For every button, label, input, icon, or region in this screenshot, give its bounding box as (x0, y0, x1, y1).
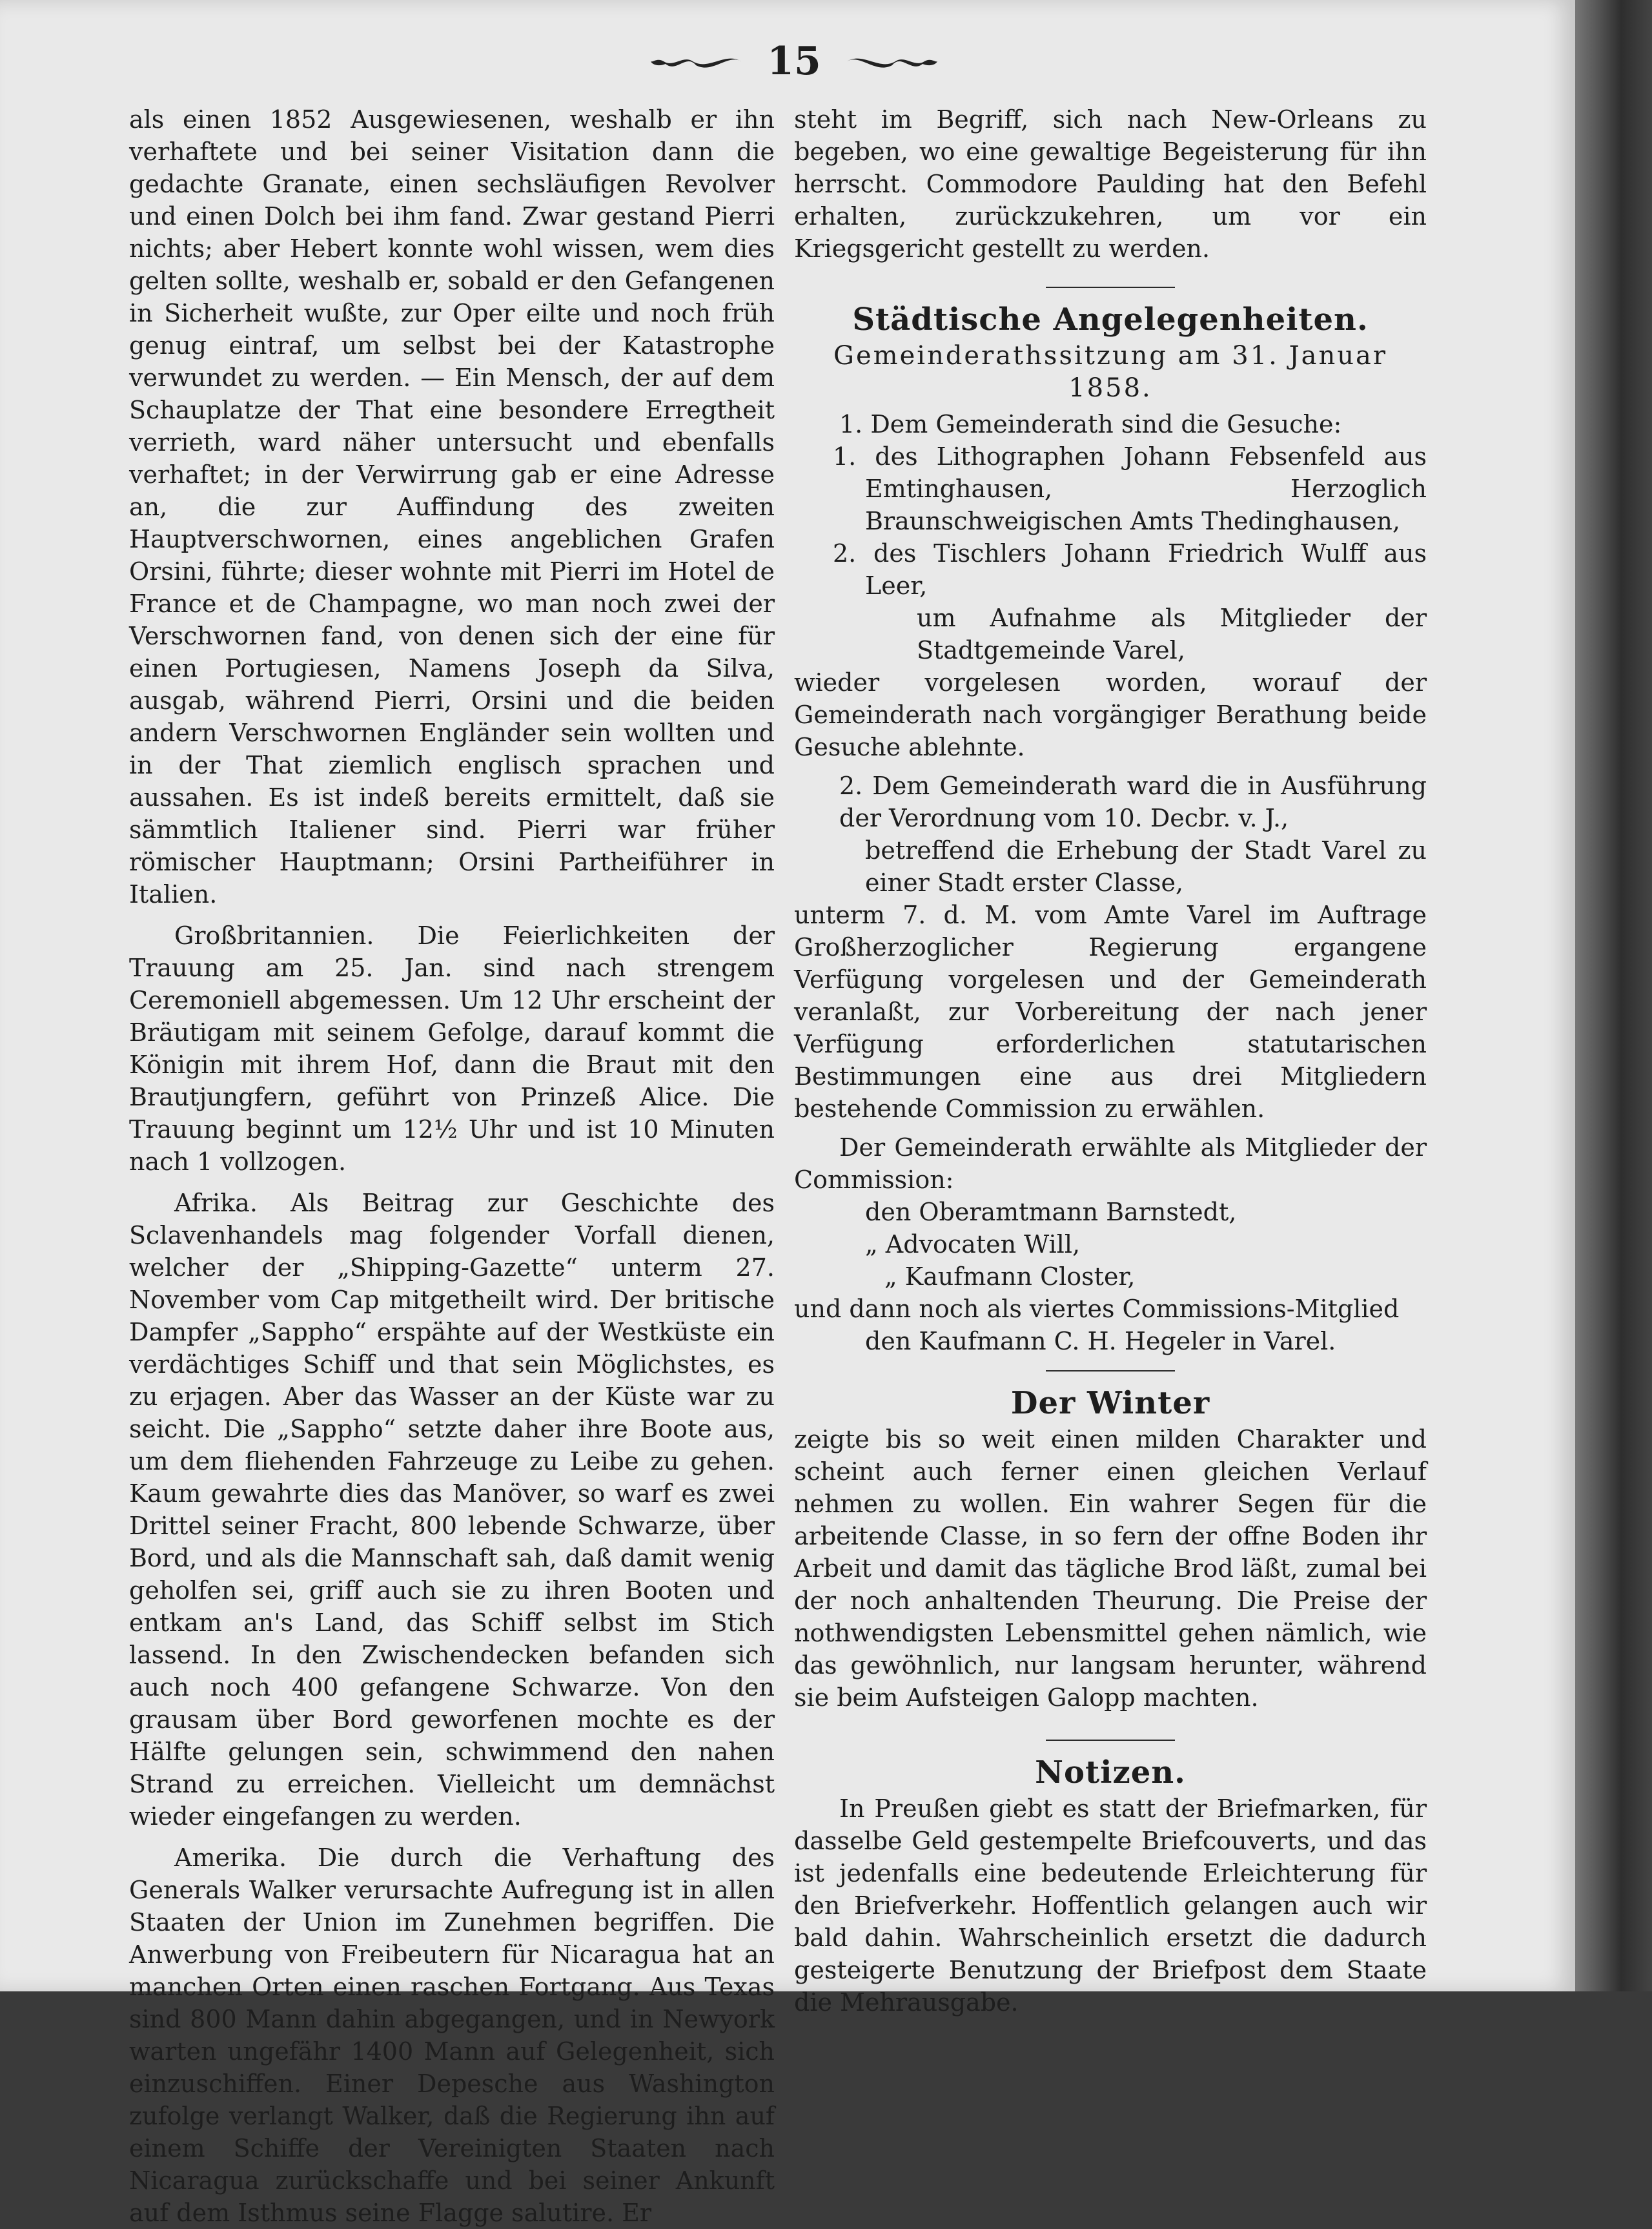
commission-member-4: den Kaufmann C. H. Hegeler in Varel. (865, 1327, 1336, 1355)
paragraph-amerika-continued: steht im Begriff, sich nach New-Orleans zu begeben, wo eine gewaltige Begeisterung für ihn herrscht. Commodore Paulding hat den Befehl erhalten, zurückzukehren, um vor ein Kriegsgericht gestellt zu werden. (794, 105, 1427, 263)
commission-member-4-intro: und dann noch als viertes Commissions-Mitglied (794, 1295, 1400, 1323)
item-1-2: 2. des Tischlers Johann Friedrich Wulff aus Leer, (833, 539, 1427, 600)
right-column (794, 103, 1427, 2018)
heading-der-winter: Der Winter (1010, 1385, 1210, 1421)
paragraph-amerika: Amerika. Die durch die Verhaftung des Generals Walker verursachte Aufregung ist in allen Staaten der Union im Zunehmen begriffen. Die Anwerbung von Freibeutern für Nicaragua hat an manchen Orten einen raschen Fortgang. Aus Texas sind 800 Mann dahin abgegangen, und in Newyork warten ungefähr 1400 Mann auf Gelegenheit, sich einzuschiffen. Einer Depesche aus Washington zufolge verlangt Walker, daß die Regierung ihn auf einem Schiffe der Vereinigten Staaten nach Nicaragua zurückschaffe und bei seiner Ankunft auf dem Isthmus seine Flagge salutire. Er (129, 1844, 775, 2227)
heading-notizen: Notizen. (1035, 1754, 1186, 1791)
item-1-1: 1. des Lithographen Johann Febsenfeld aus Emtinghausen, Herzoglich Braunschweigischen Amts Thedinghausen, (833, 442, 1427, 535)
paragraph-paris-arrest: als einen 1852 Ausgewiesenen, weshalb er ihn verhaftete und bei seiner Visitation dann die gedachte Granate, einen sechsläufigen Revolver und einen Dolch bei ihm fand. Zwar gestand Pierri nichts; aber Hebert konnte wohl wissen, wem dies gelten sollte, weshalb er, sobald er den Gefangenen in Sicherheit wußte, zur Oper eilte und noch früh genug eintraf, um selbst bei der Katastrophe verwundet zu werden. — Ein Mensch, der auf dem Schauplatze der That eine besondere Erregtheit verrieth, ward näher untersucht und ebenfalls verhaftet; in der Verwirrung gab er eine Adresse an, die zur Auffindung des zweiten Hauptverschwornen, eines angeblichen Grafen Orsini, führte; dieser wohnte mit Pierri im Hotel de France et de Champagne, wo man noch zwei der Verschwornen fand, von denen sich der eine für einen Portugiesen, Namens Joseph da Silva, ausgab, während Pierri, Orsini und die beiden andern Verschwornen Engländer sein wollten und in der That ziemlich englisch sprachen und aussahen. Es ist indeß bereits ermittelt, daß sie sämmtlich Italiener sind. Pierri war früher römischer Hauptmann; Orsini Partheiführer in Italien. (129, 105, 775, 909)
item-1-purpose: um Aufnahme als Mitglieder der Stadtgemeinde Varel, (917, 604, 1427, 664)
paragraph-afrika: Afrika. Als Beitrag zur Geschichte des Sclavenhandels mag folgender Vorfall dienen, welcher der „Shipping-Gazette“ unterm 27. November vom Cap mitgetheilt wird. Der britische Dampfer „Sappho“ erspähte auf der Westküste ein verdächtiges Schiff und that sein Möglichstes, es zu erjagen. Aber das Wasser an der Küste war zu seicht. Die „Sappho“ setzte daher ihre Boote aus, um dem fliehenden Fahrzeuge zu Leibe zu gehen. Kaum gewahrte dies das Manöver, so warf es zwei Drittel seiner Fracht, 800 lebende Schwarze, über Bord, und als die Mannschaft sah, daß damit wenig geholfen sei, griff auch sie zu ihren Booten und entkam an's Land, das Schiff selbst im Stich lassend. In den Zwischendecken befanden sich auch noch 400 gefangene Schwarze. Von den grausam über Bord geworfenen mochte es der Hälfte gelungen sein, schwimmend den nahen Strand zu erreichen. Vielleicht um demnächst wieder eingefangen zu werden. (129, 1189, 775, 1831)
commission-intro: Der Gemeinderath erwählte als Mitglieder der Commission: (794, 1133, 1427, 1194)
heading-staedtische-angelegenheiten: Städtische Angelegenheiten. (852, 302, 1369, 338)
paragraph-grossbritannien: Großbritannien. Die Feierlichkeiten der Trauung am 25. Jan. sind nach strengem Ceremoniell abgemessen. Um 12 Uhr erscheint der Bräutigam mit seinem Gefolge, darauf kommt die Königin mit ihrem Hof, dann die Braut mit den Brautjungfern, geführt von Prinzeß Alice. Die Trauung beginnt um 12½ Uhr und ist 10 Minuten nach 1 vollzogen. (129, 921, 775, 1176)
commission-member-2: „ Advocaten Will, (865, 1230, 1081, 1258)
page-header (646, 39, 943, 90)
separator (1046, 287, 1175, 288)
ornament-right-icon (844, 48, 941, 74)
commission-member-1: den Oberamtmann Barnstedt, (865, 1198, 1237, 1226)
item-2-body: unterm 7. d. M. vom Amte Varel im Auftrage Großherzoglicher Regierung ergangene Verfügung vorgelesen und der Gemeinderath veranlaßt, zur Vorbereitung der nach jener Verfügung erforderlichen statutarischen Bestimmungen eine aus drei Mitgliedern bestehende Commission zu erwählen. (794, 901, 1427, 1123)
item-1: 1. Dem Gemeinderath sind die Gesuche: (839, 410, 1342, 438)
paragraph-notizen: In Preußen giebt es statt der Briefmarken, für dasselbe Geld gestempelte Briefcouverts, und das ist jedenfalls eine bedeutende Erleichterung für den Briefverkehr. Hoffentlich gelangen auch wir bald dahin. Wahrscheinlich ersetzt die dadurch gesteigerte Benutzung der Briefpost dem Staate die Mehrausgabe. (794, 1794, 1427, 2017)
separator (1046, 1370, 1175, 1371)
separator (1046, 1740, 1175, 1741)
item-1-result: wieder vorgelesen worden, worauf der Gemeinderath nach vorgängiger Berathung beide Gesuche ablehnte. (794, 668, 1427, 761)
ornament-left-icon (648, 48, 744, 74)
item-2-subject: betreffend die Erhebung der Stadt Varel zu einer Stadt erster Classe, (865, 836, 1427, 897)
book-edge (1575, 0, 1652, 1991)
paragraph-winter: zeigte bis so weit einen milden Charakter und scheint auch ferner einen gleichen Verlauf nehmen zu wollen. Ein wahrer Segen für die arbeitende Classe, in so fern der offne Boden ihr Arbeit und damit das tägliche Brod läßt, zumal bei der noch anhaltenden Theurung. Die Preise der nothwendigsten Lebensmittel gehen nämlich, wie das gewöhnlich, nur langsam herunter, während sie beim Aufsteigen Galopp machten. (794, 1425, 1427, 1712)
item-2: 2. Dem Gemeinderath ward die in Ausführung der Verordnung vom 10. Decbr. v. J., (839, 772, 1427, 832)
commission-member-3: „ Kaufmann Closter, (884, 1262, 1136, 1291)
heading-gemeinderathssitzung: Gemeinderathssitzung am 31. Januar 1858. (833, 341, 1387, 403)
page-number: 15 (767, 39, 821, 84)
left-column (129, 103, 775, 2229)
